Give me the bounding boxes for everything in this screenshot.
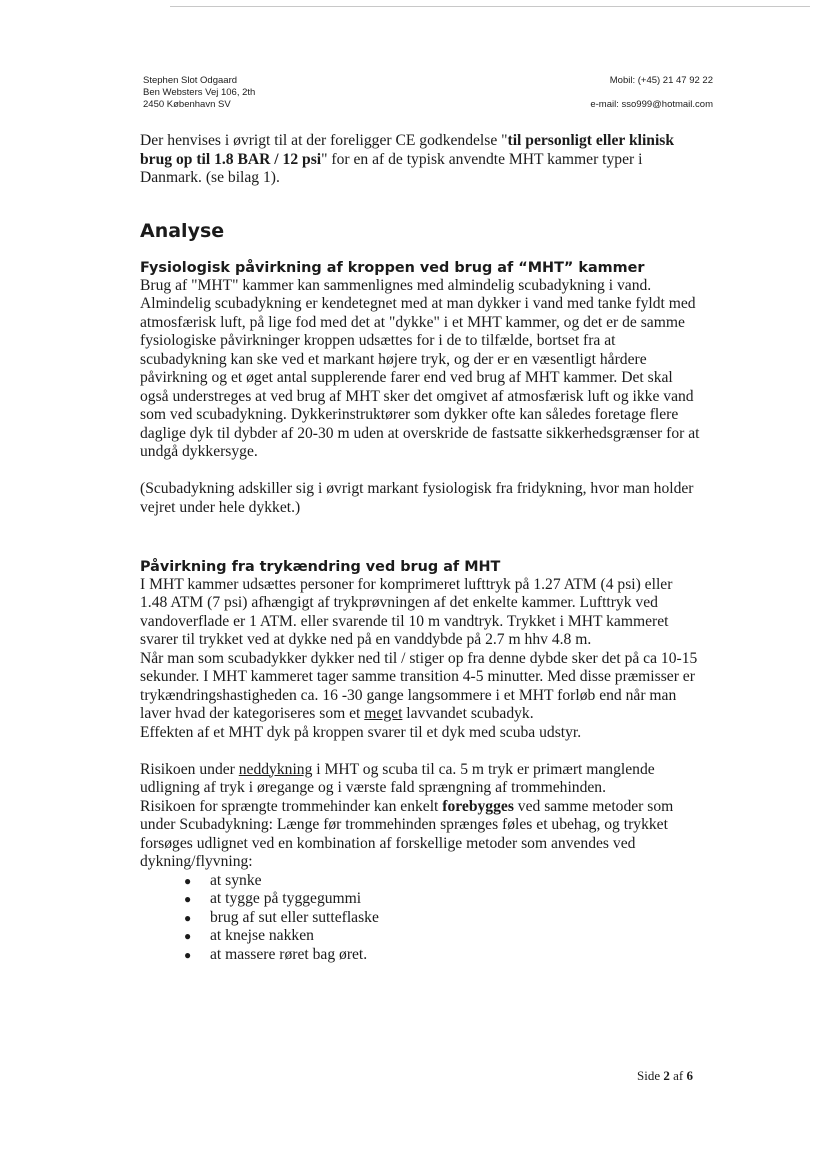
section2-paragraph4: Risikoen under neddykning i MHT og scuba til ca. 5 m tryk er primært manglende udligning af tryk i øregange og i værste fald sprængning af trommehinden. xyxy=(140,760,655,796)
sender-name: Stephen Slot Odgaard xyxy=(143,75,238,86)
equalization-methods-list xyxy=(140,872,700,965)
list-item: ● at tygge på tyggegummi xyxy=(184,890,362,907)
section1-heading: Fysiologisk påvirkning af kroppen ved brug af “MHT” kammer xyxy=(140,259,645,276)
section2-paragraph3: Effekten af et MHT dyk på kroppen svarer til et dyk med scuba udstyr. xyxy=(140,723,582,741)
sender-mobile: Mobil: (+45) 21 47 92 22 xyxy=(609,75,713,86)
bullet-icon: ● xyxy=(184,873,192,888)
section2-paragraph5: Risikoen for sprængte trommehinder kan enkelt forebygges ved samme metoder som under Scubadykning: Længe før trommehinden sprænges føles et ubehag, og trykket forsøges udlignet ved en kombination af forskellige metoder som anvendes ved dykning/flyvning: xyxy=(140,797,674,870)
section1-paragraph2: (Scubadykning adskiller sig i øvrigt markant fysiologisk fra fridykning, hvor man holder vejret under hele dykket.) xyxy=(140,480,694,516)
sender-city: 2450 København SV xyxy=(143,99,231,110)
section1-paragraph1: Brug af "MHT" kammer kan sammenlignes med almindelig scubadykning i vand. Almindelig scubadykning er kendetegnet med at man dykker i vand med tanke fyldt med atmosfærisk luft, på lige fod med det at "dykke" i et MHT kammer, og det er de samme fysiologiske påvirkninger kroppen udsættes for i de to tilfælde, bortset fra at scubadykning kan ske ved et markant højere tryk, og der er en væsentligt hårdere påvirkning og et øget antal supplerende farer end ved brug af MHT kammer. Det skal også understreges at ved brug af MHT sker det omgivet af atmosfærisk luft og ikke vand som ved scubadykning. Dykkerinstruktører som dykker ofte kan således foretage flere daglige dyk til dybder af 20-30 m uden at overskride de fastsatte sikkerhedsgrænser for at undgå dykkersyge. xyxy=(140,276,700,460)
bullet-icon: ● xyxy=(184,947,192,962)
list-item: ● at massere røret bag øret. xyxy=(184,945,368,963)
top-rule xyxy=(170,6,810,7)
section2-paragraph1: I MHT kammer udsættes personer for komprimeret lufttryk på 1.27 ATM (4 psi) eller 1.48 ATM (7 psi) afhængigt af trykprøvningen af det enkelte kammer. Lufttryk ved vandoverflade er 1 ATM. eller svarende til 10 m vandtryk. Trykket i MHT kammeret svarer til trykket ved at dykke ned på en vanddybde på 2.7 m hhv 4.8 m. xyxy=(140,575,673,648)
sender-email: e-mail: sso999@hotmail.com xyxy=(590,99,713,110)
list-item: ● at knejse nakken xyxy=(184,927,314,944)
sender-contact xyxy=(590,75,713,111)
bullet-icon: ● xyxy=(184,892,192,906)
section2-paragraph2: Når man som scubadykker dykker ned til / stiger op fra denne dybde sker det på ca 10-15 sekunder. I MHT kammeret tager samme transition 4-5 minutter. Med disse præmisser er trykændringshastigheden ca. 16 -30 gange langsommere i et MHT forløb end når man laver hvad der kategoriseres som et meget lavvandet scubadyk. xyxy=(140,649,698,722)
bullet-icon: ● xyxy=(184,910,192,925)
document-body xyxy=(140,132,700,964)
page-number: Side 2 af 6 xyxy=(637,1068,693,1083)
sender-address xyxy=(143,75,255,111)
list-item: ● brug af sut eller sutteflaske xyxy=(184,908,379,926)
list-item: ● at synke xyxy=(184,871,262,889)
section2-heading: Påvirkning fra trykændring ved brug af MHT xyxy=(140,558,501,575)
bullet-icon: ● xyxy=(184,929,192,943)
sender-street: Ben Websters Vej 106, 2th xyxy=(143,87,256,98)
intro-paragraph: Der henvises i øvrigt til at der foreligger CE godkendelse "til personligt eller klinisk brug op til 1.8 BAR / 12 psi" for en af de typisk anvendte MHT kammer typer i Danmark. (se bilag 1). xyxy=(140,132,675,186)
analysis-heading: Analyse xyxy=(140,219,225,242)
